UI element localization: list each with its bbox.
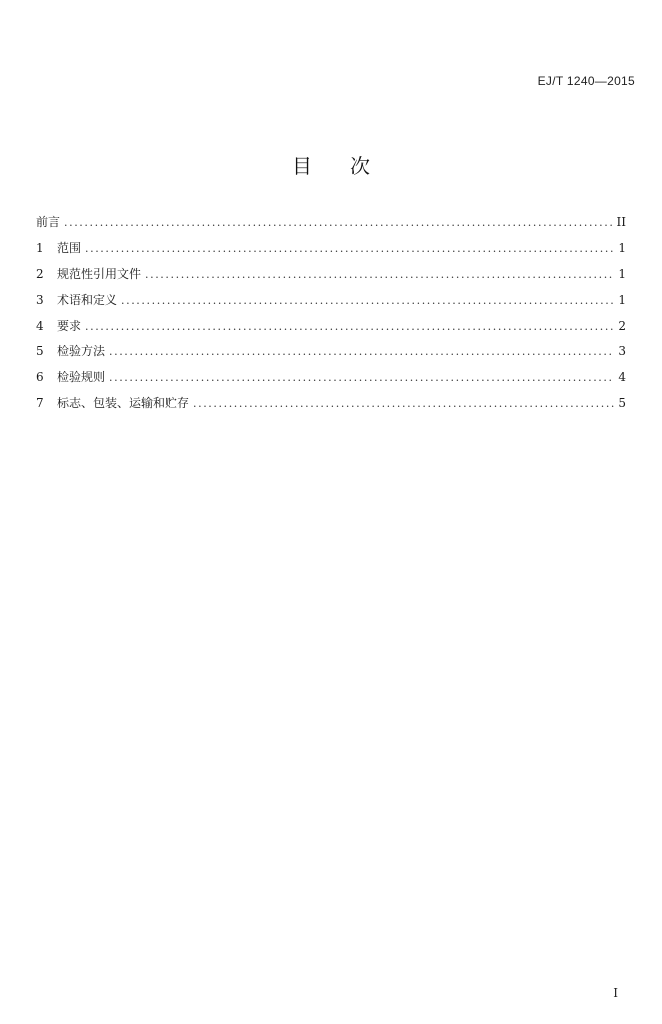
toc-entry-page: 2	[618, 318, 626, 333]
toc-entry-label: 检验规则	[57, 370, 106, 385]
toc-leader-dots	[85, 239, 614, 259]
toc-entry-number: 2	[36, 266, 44, 281]
toc-entry-number: 5	[36, 344, 44, 359]
toc-entry-3[interactable]	[36, 290, 626, 316]
page-title	[0, 150, 662, 179]
toc-entry-foreword[interactable]	[36, 212, 626, 238]
toc-leader-dots	[121, 291, 614, 311]
page-title-part-1: 目	[292, 154, 312, 178]
toc-leader-dots	[85, 317, 614, 337]
toc-entry-7[interactable]	[36, 393, 626, 419]
toc-entry-page: 1	[618, 240, 626, 255]
toc-entry-label: 标志、包装、运输和贮存	[57, 396, 190, 411]
toc-entry-label: 规范性引用文件	[57, 266, 142, 281]
toc-entry-label: 前言	[36, 215, 61, 229]
toc-entry-number: 7	[36, 396, 44, 411]
toc-entry-label: 术语和定义	[57, 292, 118, 307]
toc-leader-dots	[64, 213, 613, 233]
toc-leader-dots	[145, 265, 614, 285]
toc-leader-dots	[193, 394, 614, 414]
toc-entry-6[interactable]	[36, 367, 626, 393]
toc-entry-number: 6	[36, 370, 44, 385]
page-title-part-2: 次	[350, 154, 370, 178]
toc-entry-page: 1	[618, 292, 626, 307]
toc-entry-4[interactable]	[36, 316, 626, 342]
toc-leader-dots	[109, 342, 614, 362]
toc-entry-label: 要求	[57, 318, 82, 333]
toc-entry-number: 3	[36, 292, 44, 307]
toc-entry-page: 3	[618, 344, 626, 359]
table-of-contents	[36, 212, 626, 419]
toc-entry-page: 1	[618, 266, 626, 281]
standard-code: EJ/T 1240—2015	[537, 74, 635, 88]
toc-entry-number: 1	[36, 240, 44, 255]
toc-entry-5[interactable]	[36, 341, 626, 367]
toc-entry-page: 4	[618, 370, 626, 385]
toc-entry-page: 5	[618, 396, 626, 411]
toc-entry-page: II	[616, 215, 626, 229]
toc-entry-1[interactable]	[36, 238, 626, 264]
toc-leader-dots	[109, 368, 614, 388]
toc-entry-number: 4	[36, 318, 44, 333]
page-number: I	[613, 986, 618, 1000]
toc-entry-label: 检验方法	[57, 344, 106, 359]
toc-entry-label: 范围	[57, 240, 82, 255]
toc-entry-2[interactable]	[36, 264, 626, 290]
